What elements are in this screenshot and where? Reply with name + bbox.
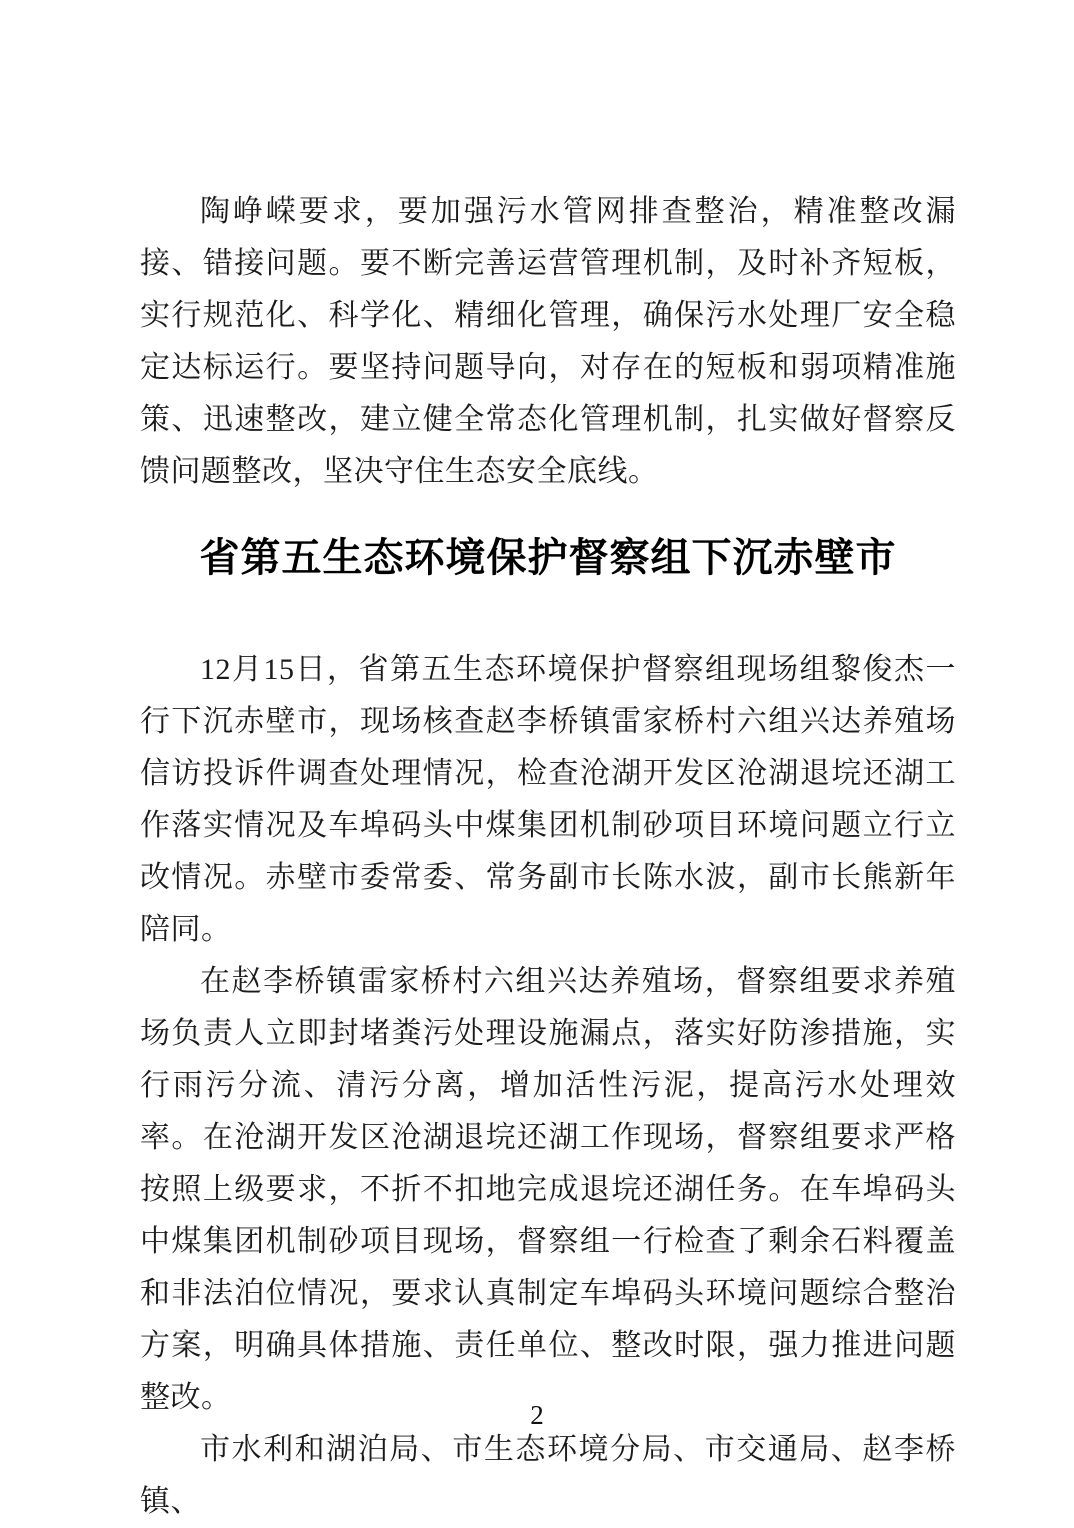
body-paragraph-2: 12月15日，省第五生态环境保护督察组现场组黎俊杰一行下沉赤壁市，现场核查赵李桥镇雷家桥村六组兴达养殖场信访投诉件调查处理情况，检查沧湖开发区沧湖退垸还湖工作落实情况及车埠码头中煤集团机制砂项目环境问题立行立改情况。赤壁市委常委、常务副市长陈水波，副市长熊新年陪同。 [140, 653, 956, 946]
document-body [140, 186, 956, 1528]
body-paragraph-4: 市水利和湖泊局、市生态环境分局、市交通局、赵李桥镇、 [140, 1433, 956, 1518]
body-paragraph-3: 在赵李桥镇雷家桥村六组兴达养殖场，督察组要求养殖场负责人立即封堵粪污处理设施漏点，落实好防渗措施，实行雨污分流、清污分离，增加活性污泥，提高污水处理效率。在沧湖开发区沧湖退垸还湖工作现场，督察组要求严格按照上级要求，不折不扣地完成退垸还湖任务。在车埠码头中煤集团机制砂项目现场，督察组一行检查了剩余石料覆盖和非法泊位情况，要求认真制定车埠码头环境问题综合整治方案，明确具体措施、责任单位、整改时限，强力推进问题整改。 [140, 965, 956, 1414]
page-footer [0, 1400, 1074, 1430]
body-paragraph-1: 陶峥嵘要求，要加强污水管网排查整治，精准整改漏接、错接问题。要不断完善运营管理机制，及时补齐短板，实行规范化、科学化、精细化管理，确保污水处理厂安全稳定达标运行。要坚持问题导向，对存在的短板和弱项精准施策、迅速整改，建立健全常态化管理机制，扎实做好督察反馈问题整改，坚决守住生态安全底线。 [140, 195, 956, 488]
section-heading: 省第五生态环境保护督察组下沉赤壁市 [199, 535, 897, 580]
page-number: 2 [530, 1400, 544, 1430]
